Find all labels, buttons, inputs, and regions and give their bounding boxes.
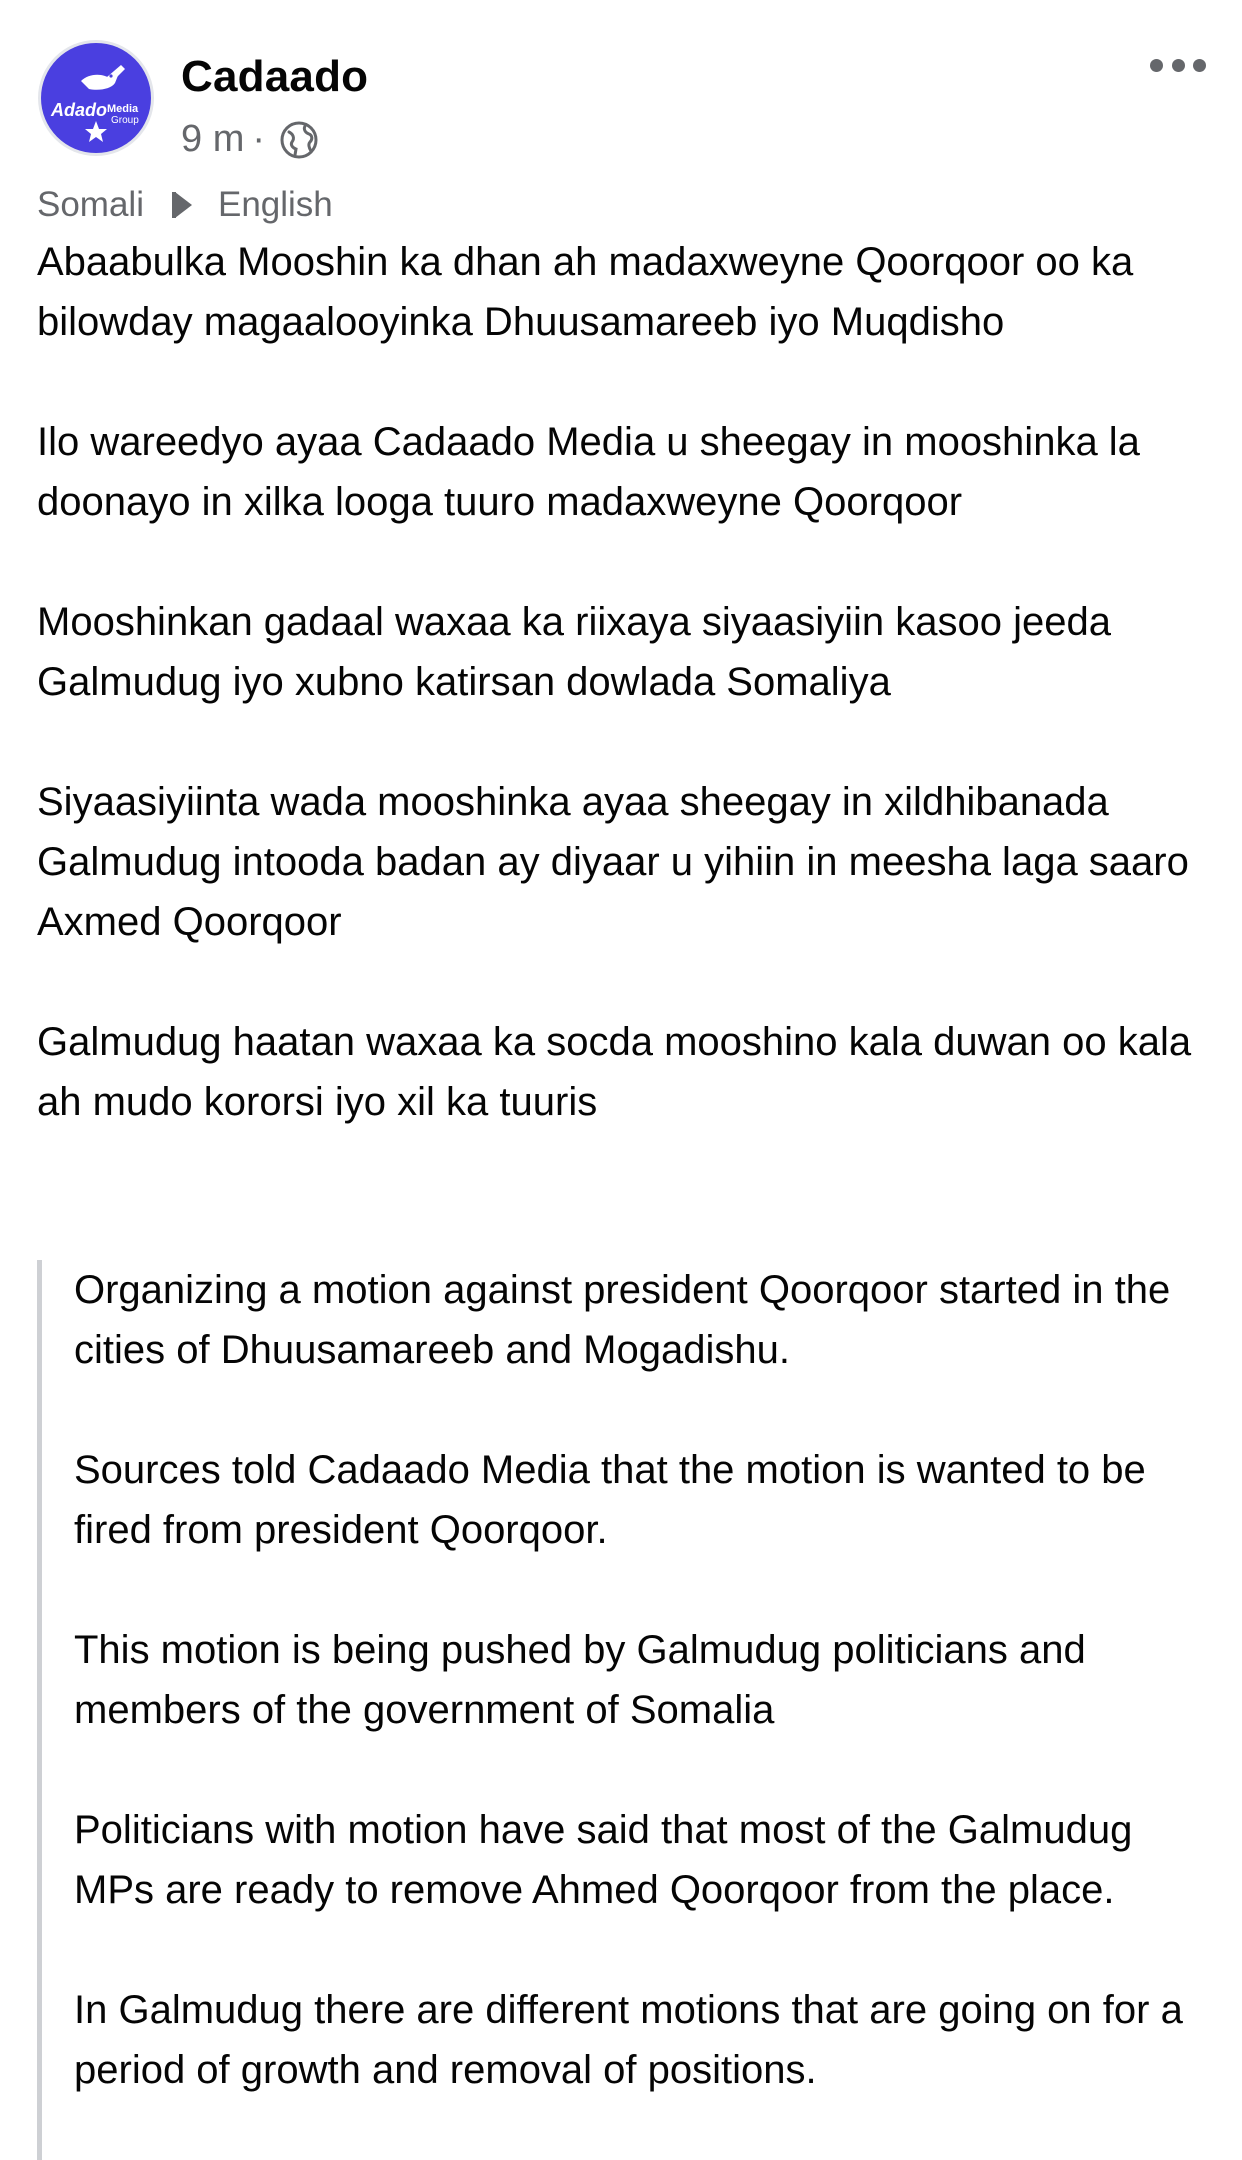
translated-paragraph: Politicians with motion have said that most of the Galmudug MPs are ready to remove Ahmed Qoorqoor from the place. bbox=[74, 1808, 1133, 1912]
translation-bar[interactable] bbox=[37, 185, 333, 225]
source-language: Somali bbox=[37, 185, 144, 224]
original-paragraph: Abaabulka Mooshin ka dhan ah madaxweyne Qoorqoor oo ka bilowday magaalooyinka Dhuusamareeb iyo Muqdisho bbox=[37, 240, 1134, 344]
avatar-brand-small: Media bbox=[107, 103, 139, 115]
avatar[interactable] bbox=[38, 40, 154, 156]
translated-paragraph: This motion is being pushed by Galmudug politicians and members of the government of Somalia bbox=[74, 1628, 1086, 1732]
post-time[interactable]: 9 m bbox=[181, 118, 245, 160]
post-meta bbox=[181, 118, 319, 161]
translated-paragraph: In Galmudug there are different motions that are going on for a period of growth and removal of positions. bbox=[74, 1988, 1183, 2092]
more-options-icon bbox=[1193, 59, 1206, 72]
bird-logo-icon bbox=[41, 43, 151, 153]
original-paragraph: Ilo wareedyo ayaa Cadaado Media u sheegay in mooshinka la doonayo in xilka looga tuuro madaxweyne Qoorqoor bbox=[37, 420, 1140, 524]
translated-paragraph: Organizing a motion against president Qoorqoor started in the cities of Dhuusamareeb and Mogadishu. bbox=[74, 1268, 1171, 1372]
original-paragraph: Mooshinkan gadaal waxaa ka riixaya siyaasiyiin kasoo jeeda Galmudug iyo xubno katirsan dowlada Somaliya bbox=[37, 600, 1111, 704]
original-paragraph: Siyaasiyiinta wada mooshinka ayaa sheegay in xildhibanada Galmudug intooda badan ay diyaar u yihiin in meesha laga saaro Axmed Qoorqoor bbox=[37, 780, 1189, 944]
post-author[interactable]: Cadaado bbox=[181, 52, 369, 101]
translated-post-text bbox=[37, 1260, 1217, 2160]
avatar-brand-text: Adado bbox=[51, 100, 107, 120]
meta-separator: · bbox=[252, 118, 266, 160]
more-options-icon bbox=[1172, 59, 1185, 72]
arrow-right-icon bbox=[172, 188, 196, 222]
globe-icon bbox=[279, 120, 319, 160]
more-options-icon bbox=[1150, 59, 1163, 72]
translated-paragraph: Sources told Cadaado Media that the motion is wanted to be fired from president Qoorqoor. bbox=[74, 1448, 1146, 1552]
post-header bbox=[0, 0, 1242, 180]
avatar-brand-small2: Group bbox=[111, 115, 139, 126]
more-options-button[interactable] bbox=[1150, 50, 1206, 80]
target-language: English bbox=[217, 185, 333, 224]
avatar-logo bbox=[41, 43, 151, 153]
original-paragraph: Galmudug haatan waxaa ka socda mooshino kala duwan oo kala ah mudo kororsi iyo xil ka tuuris bbox=[37, 1020, 1192, 1124]
original-post-text bbox=[37, 232, 1217, 1132]
